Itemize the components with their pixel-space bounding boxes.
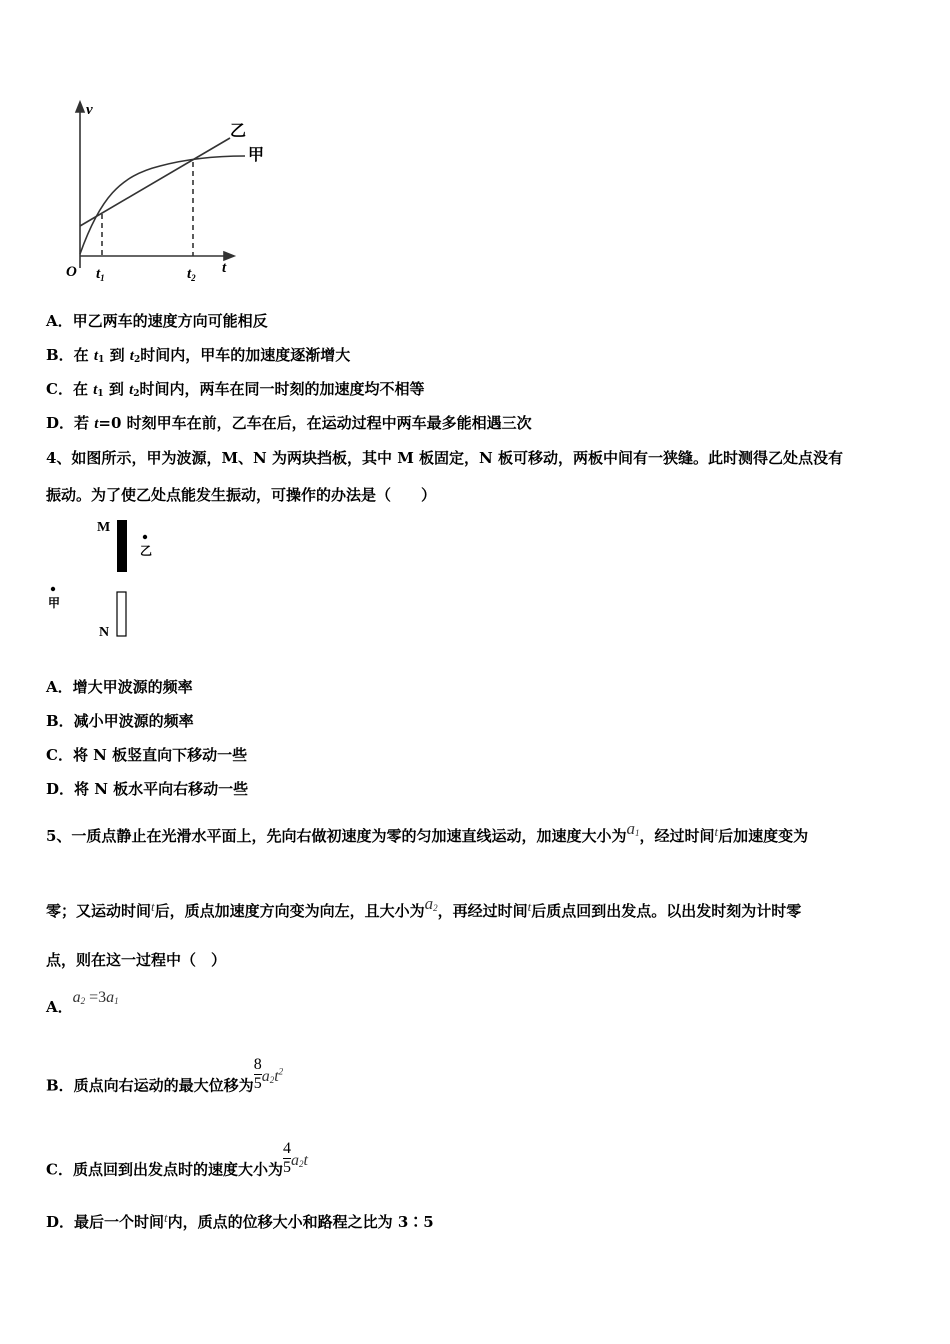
label-jia: 甲 (248, 147, 265, 164)
q3-option-d: D．若 t=0 时刻甲车在前，乙车在后，在运动过程中两车最多能相遇三次 (46, 414, 532, 432)
plate-n (117, 592, 126, 636)
t1-label: $t_1$ (96, 266, 105, 283)
q3-option-a: A．甲乙两车的速度方向可能相反 (46, 312, 268, 330)
line-yi (80, 138, 230, 226)
fraction-8-5: $\frac{8}{5}$ (253, 1056, 262, 1092)
label-m: M (97, 520, 111, 535)
axis-v-label: v (86, 102, 93, 118)
label-jia-fig: 甲 (48, 596, 61, 610)
t-axis-arrow (224, 252, 234, 260)
q4-stem-line2: 振动。为了使乙处点能发生振动，可操作的办法是（ ） (46, 486, 437, 504)
plate-m (117, 520, 127, 572)
q3-option-b: B．在 $t_1$ 到 $t_2$时间内，甲车的加速度逐渐增大 (46, 346, 351, 365)
q4-option-a: A．增大甲波源的频率 (46, 678, 193, 696)
vt-graph (60, 98, 280, 288)
q5-option-d: D．最后一个时间t内，质点的位移大小和路程之比为 3∶5 (46, 1210, 434, 1231)
curve-jia (80, 156, 245, 254)
axis-t-label: t (222, 260, 227, 276)
q5-stem-line1: 5、一质点静止在光滑水平面上，先向右做初速度为零的匀加速直线运动，加速度大小为$a_1$，经过时间t后加速度变为 (46, 819, 809, 845)
label-yi-fig: 乙 (140, 544, 153, 558)
q5-option-b: B．质点向右运动的最大位移为 $\frac{8}{5}$ $a_2t^2$ (46, 1056, 284, 1095)
q4-figure (40, 512, 180, 642)
t2-label: $t_2$ (187, 266, 196, 283)
q5-stem-line3: 点，则在这一过程中（ ） (46, 951, 227, 969)
label-yi: 乙 (230, 123, 247, 140)
fraction-4-5: $\frac{4}{5}$ (282, 1140, 291, 1176)
point-yi (143, 535, 147, 539)
q4-stem-line1: 4、如图所示，甲为波源，M、N 为两块挡板，其中 M 板固定，N 板可移动，两板中间有一狭缝。此时测得乙处点没有 (46, 449, 843, 467)
q4-option-c: C．将 N 板竖直向下移动一些 (46, 746, 248, 764)
q4-option-d: D．将 N 板水平向右移动一些 (46, 780, 249, 798)
q4-option-b: B．减小甲波源的频率 (46, 712, 194, 730)
q5-option-c: C．质点回到出发点时的速度大小为 $\frac{4}{5}$ $a_2t$ (46, 1140, 308, 1179)
q5-option-a: A．$a_2 =3a_1$ (46, 989, 119, 1016)
q5-stem-line2: 零；又运动时间t后，质点加速度方向变为向左，且大小为$a_2$，再经过时间t后质点回到出发点。以出发时刻为计时零 (46, 894, 802, 920)
v-axis-arrow (76, 102, 84, 112)
origin-label: O (66, 264, 77, 280)
point-jia (51, 587, 55, 591)
label-n: N (99, 625, 110, 640)
q3-option-c: C．在 $t_1$ 到 $t_2$时间内，两车在同一时刻的加速度均不相等 (46, 380, 425, 399)
